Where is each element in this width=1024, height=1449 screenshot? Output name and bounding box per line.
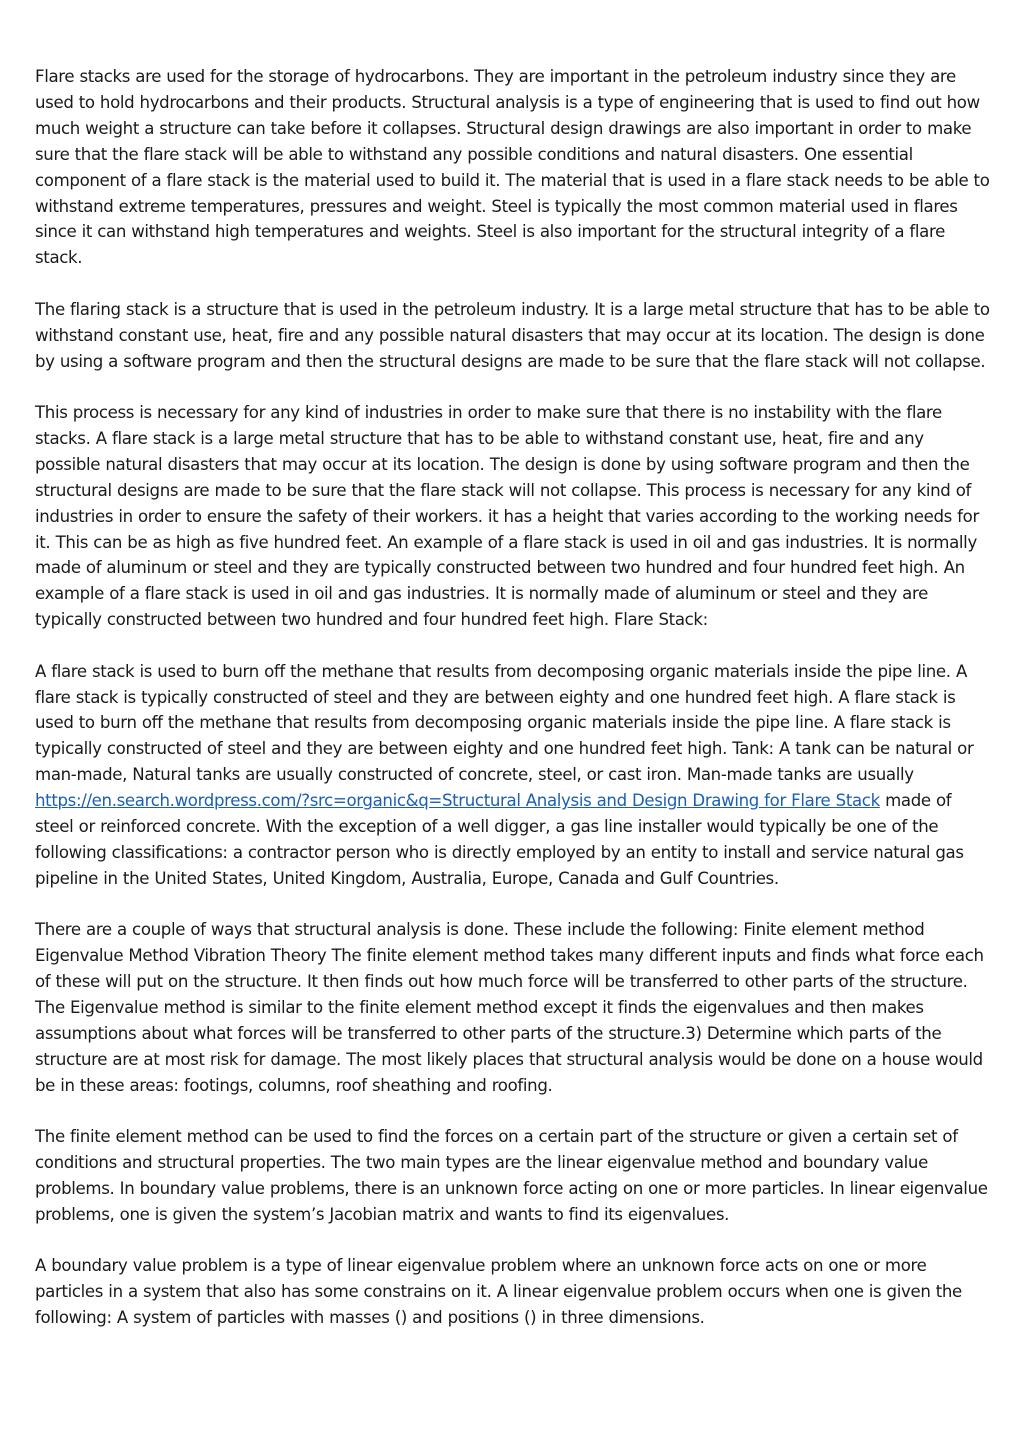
paragraph-process-necessary: This process is necessary for any kind of industries in order to make sure that there is no instability with the flare stacks. A flare stack is a large metal structure that has to be able to withstand constant use, heat, fire and any possible natural disasters that may occur at its location. The design is done by using software program and then the structural designs are made to be sure that the flare stack will not collapse. This process is necessary for any kind of industries in order to ensure the safety of their workers. it has a height that varies according to the working needs for it. This can be as high as five hundred feet. An example of a flare stack is used in oil and gas industries. It is normally made of aluminum or steel and they are typically constructed between two hundred and four hundred feet high. An example of a flare stack is used in oil and gas industries. It is normally made of aluminum or steel and they are typically constructed between two hundred and four hundred feet high. Flare Stack:	[35, 402, 979, 630]
document-body	[35, 64, 993, 1356]
paragraph-text-after-link: made of steel or reinforced concrete. With the exception of a well digger, a gas line installer would typically be one of the following classifications: a contractor person who is directly employed by an entity to install and service natural gas pipeline in the United States, United Kingdom, Australia, Europe, Canada and Gulf Countries.	[35, 791, 964, 888]
search-link[interactable]: https://en.search.wordpress.com/?src=organic&q=Structural Analysis and Design Drawing for Flare Stack	[35, 791, 880, 811]
paragraph-finite-element-method: The finite element method can be used to find the forces on a certain part of the structure or given a certain set of conditions and structural properties. The two main types are the linear eigenvalue method and boundary value problems. In boundary value problems, there is an unknown force acting on one or more particles. In linear eigenvalue problems, one is given the system’s Jacobian matrix and wants to find its eigenvalues.	[35, 1127, 988, 1224]
paragraph-structural-analysis-methods: There are a couple of ways that structural analysis is done. These include the following: Finite element method Eigenvalue Method Vibration Theory The finite element method takes many different inputs and finds what force each of these will put on the structure. It then finds out how much force will be transferred to other parts of the structure. The Eigenvalue method is similar to the finite element method except it finds the eigenvalues and then makes assumptions about what forces will be transferred to other parts of the structure.3) Determine which parts of the structure are at most risk for damage. The most likely places that structural analysis would be done on a house would be in these areas: footings, columns, roof sheathing and roofing.	[35, 920, 984, 1095]
paragraph-boundary-value-problem: A boundary value problem is a type of linear eigenvalue problem where an unknown force acts on one or more particles in a system that also has some constrains on it. A linear eigenvalue problem occurs when one is given the following: A system of particles with masses () and positions () in three dimensions.	[35, 1256, 962, 1328]
paragraph-flare-stacks-intro: Flare stacks are used for the storage of hydrocarbons. They are important in the petroleum industry since they are used to hold hydrocarbons and their products. Structural analysis is a type of engineering that is used to find out how much weight a structure can take before it collapses. Structural design drawings are also important in order to make sure that the flare stack will be able to withstand any possible conditions and natural disasters. One essential component of a flare stack is the material used to build it. The material that is used in a flare stack needs to be able to withstand extreme temperatures, pressures and weight. Steel is typically the most common material used in flares since it can withstand high temperatures and weights. Steel is also important for the structural integrity of a flare stack.	[35, 67, 990, 268]
paragraph-burn-off-methane	[35, 659, 993, 892]
paragraph-flaring-stack: The flaring stack is a structure that is used in the petroleum industry. It is a large metal structure that has to be able to withstand constant use, heat, fire and any possible natural disasters that may occur at its location. The design is done by using a software program and then the structural designs are made to be sure that the flare stack will not collapse.	[35, 299, 990, 371]
paragraph-text-before-link: A flare stack is used to burn off the methane that results from decomposing organic materials inside the pipe line. A flare stack is typically constructed of steel and they are between eighty and one hundred feet high. A flare stack is used to burn off the methane that results from decomposing organic materials inside the pipe line. A flare stack is typically constructed of steel and they are between eighty and one hundred feet high. Tank: A tank can be natural or man-made, Natural tanks are usually constructed of concrete, steel, or cast iron. Man-made tanks are usually	[35, 661, 974, 785]
